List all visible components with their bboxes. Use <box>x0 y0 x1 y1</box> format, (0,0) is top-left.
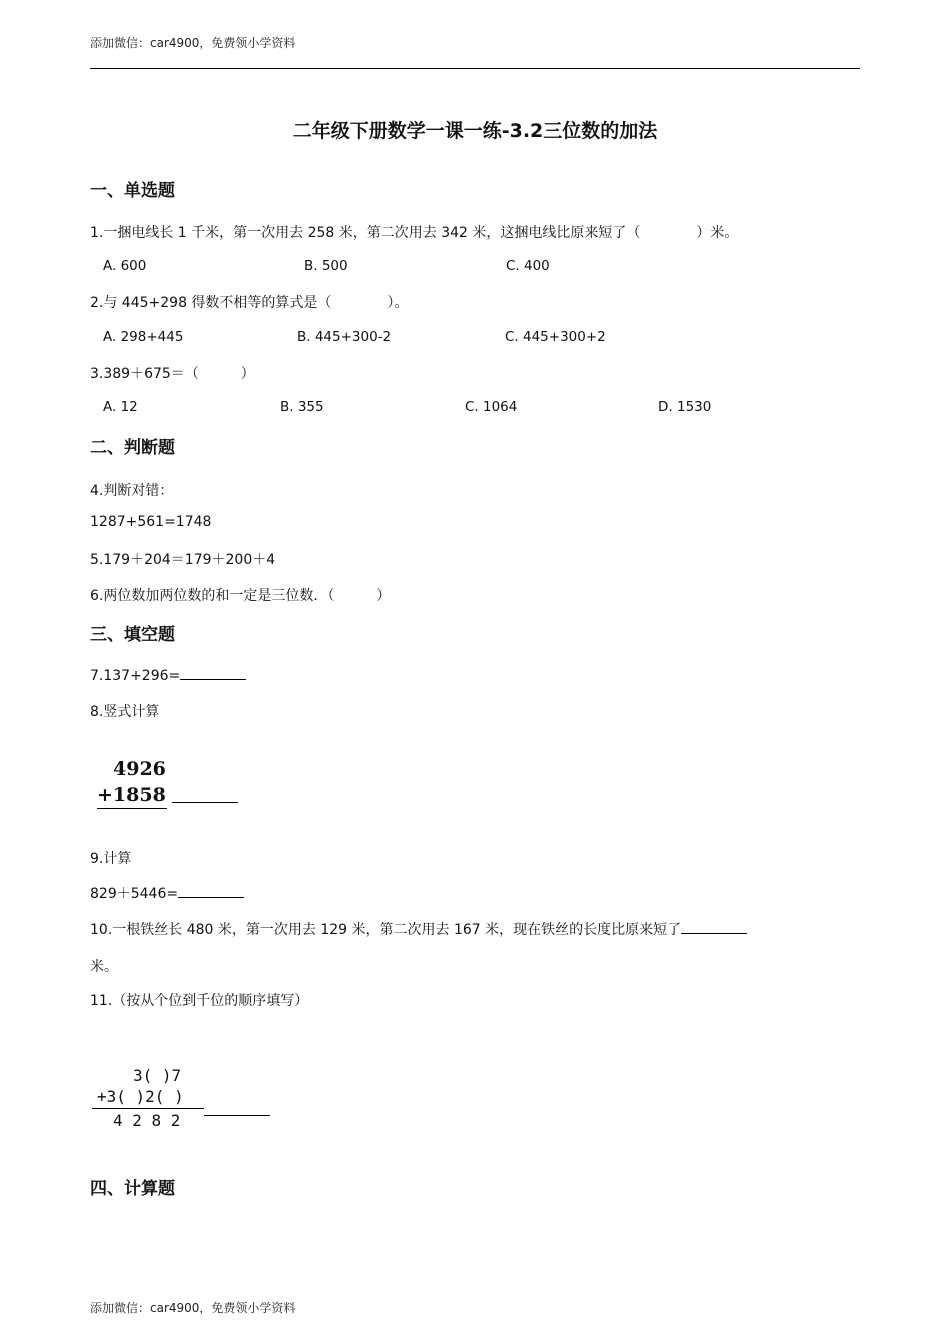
q1-option-b: B. 500 <box>304 258 348 274</box>
page-title: 二年级下册数学一课一练-3.2三位数的加法 <box>292 120 658 142</box>
q2-option-c: C. 445+300+2 <box>505 329 606 345</box>
page-footer: 添加微信：car4900，免费领小学资料 <box>90 1301 296 1315</box>
page-header: 添加微信：car4900，免费领小学资料 <box>90 36 296 50</box>
answer-blank[interactable] <box>180 666 246 680</box>
question-1: 1.一捆电线长 1 千米，第一次用去 258 米，第二次用去 342 米，这捆电线比原来短了（ ）米。 <box>90 225 739 241</box>
question-10-unit: 米。 <box>90 959 118 975</box>
q2-option-a: A. 298+445 <box>103 329 184 345</box>
question-5: 5.179＋204＝179＋200＋4 <box>90 552 276 568</box>
header-rule <box>90 68 860 69</box>
answer-blank[interactable] <box>178 884 244 898</box>
section-true-false: 二、判断题 <box>90 438 175 458</box>
question-10-text: 10.一根铁丝长 480 米，第一次用去 129 米，第二次用去 167 米，现在铁丝的长度比原来短了 <box>90 922 682 938</box>
q11-row-2: +3( )2( ) <box>97 1087 184 1106</box>
answer-blank[interactable] <box>172 789 238 803</box>
q3-option-b: B. 355 <box>280 399 324 415</box>
question-8: 8.竖式计算 <box>90 704 160 720</box>
section-single-choice: 一、单选题 <box>90 181 175 201</box>
question-4-statement: 1287+561=1748 <box>90 514 212 530</box>
question-4: 4.判断对错： <box>90 483 174 499</box>
question-9: 9.计算 <box>90 851 132 867</box>
q11-row-1: 3( )7 <box>133 1066 182 1085</box>
q8-answer <box>172 788 238 807</box>
q8-addend-top: 4926 <box>113 758 166 780</box>
q11-row-3: 4 2 8 2 <box>113 1111 181 1130</box>
q8-addend-bottom: +1858 <box>97 784 166 806</box>
q3-option-a: A. 12 <box>103 399 138 415</box>
question-2: 2.与 445+298 得数不相等的算式是（ ）。 <box>90 295 409 311</box>
question-6: 6.两位数加两位数的和一定是三位数．（ ） <box>90 588 391 604</box>
q2-option-b: B. 445+300-2 <box>297 329 392 345</box>
q11-sum-line <box>92 1108 204 1109</box>
q1-option-a: A. 600 <box>103 258 147 274</box>
answer-blank[interactable] <box>204 1102 270 1116</box>
q3-option-c: C. 1064 <box>465 399 518 415</box>
section-fill-blank: 三、填空题 <box>90 625 175 645</box>
question-9-expr-text: 829＋5446= <box>90 886 179 902</box>
section-calculation: 四、计算题 <box>90 1179 175 1199</box>
q11-answer <box>204 1101 270 1120</box>
question-10 <box>90 919 747 939</box>
question-7-text: 7.137+296= <box>90 668 181 684</box>
question-3: 3.389＋675＝（ ） <box>90 366 255 382</box>
question-11: 11.（按从个位到千位的顺序填写） <box>90 993 309 1009</box>
q1-option-c: C. 400 <box>506 258 550 274</box>
q8-sum-line <box>97 808 167 809</box>
question-7 <box>90 666 246 684</box>
question-9-expression <box>90 883 244 903</box>
answer-blank[interactable] <box>681 920 747 934</box>
q3-option-d: D. 1530 <box>658 399 712 415</box>
